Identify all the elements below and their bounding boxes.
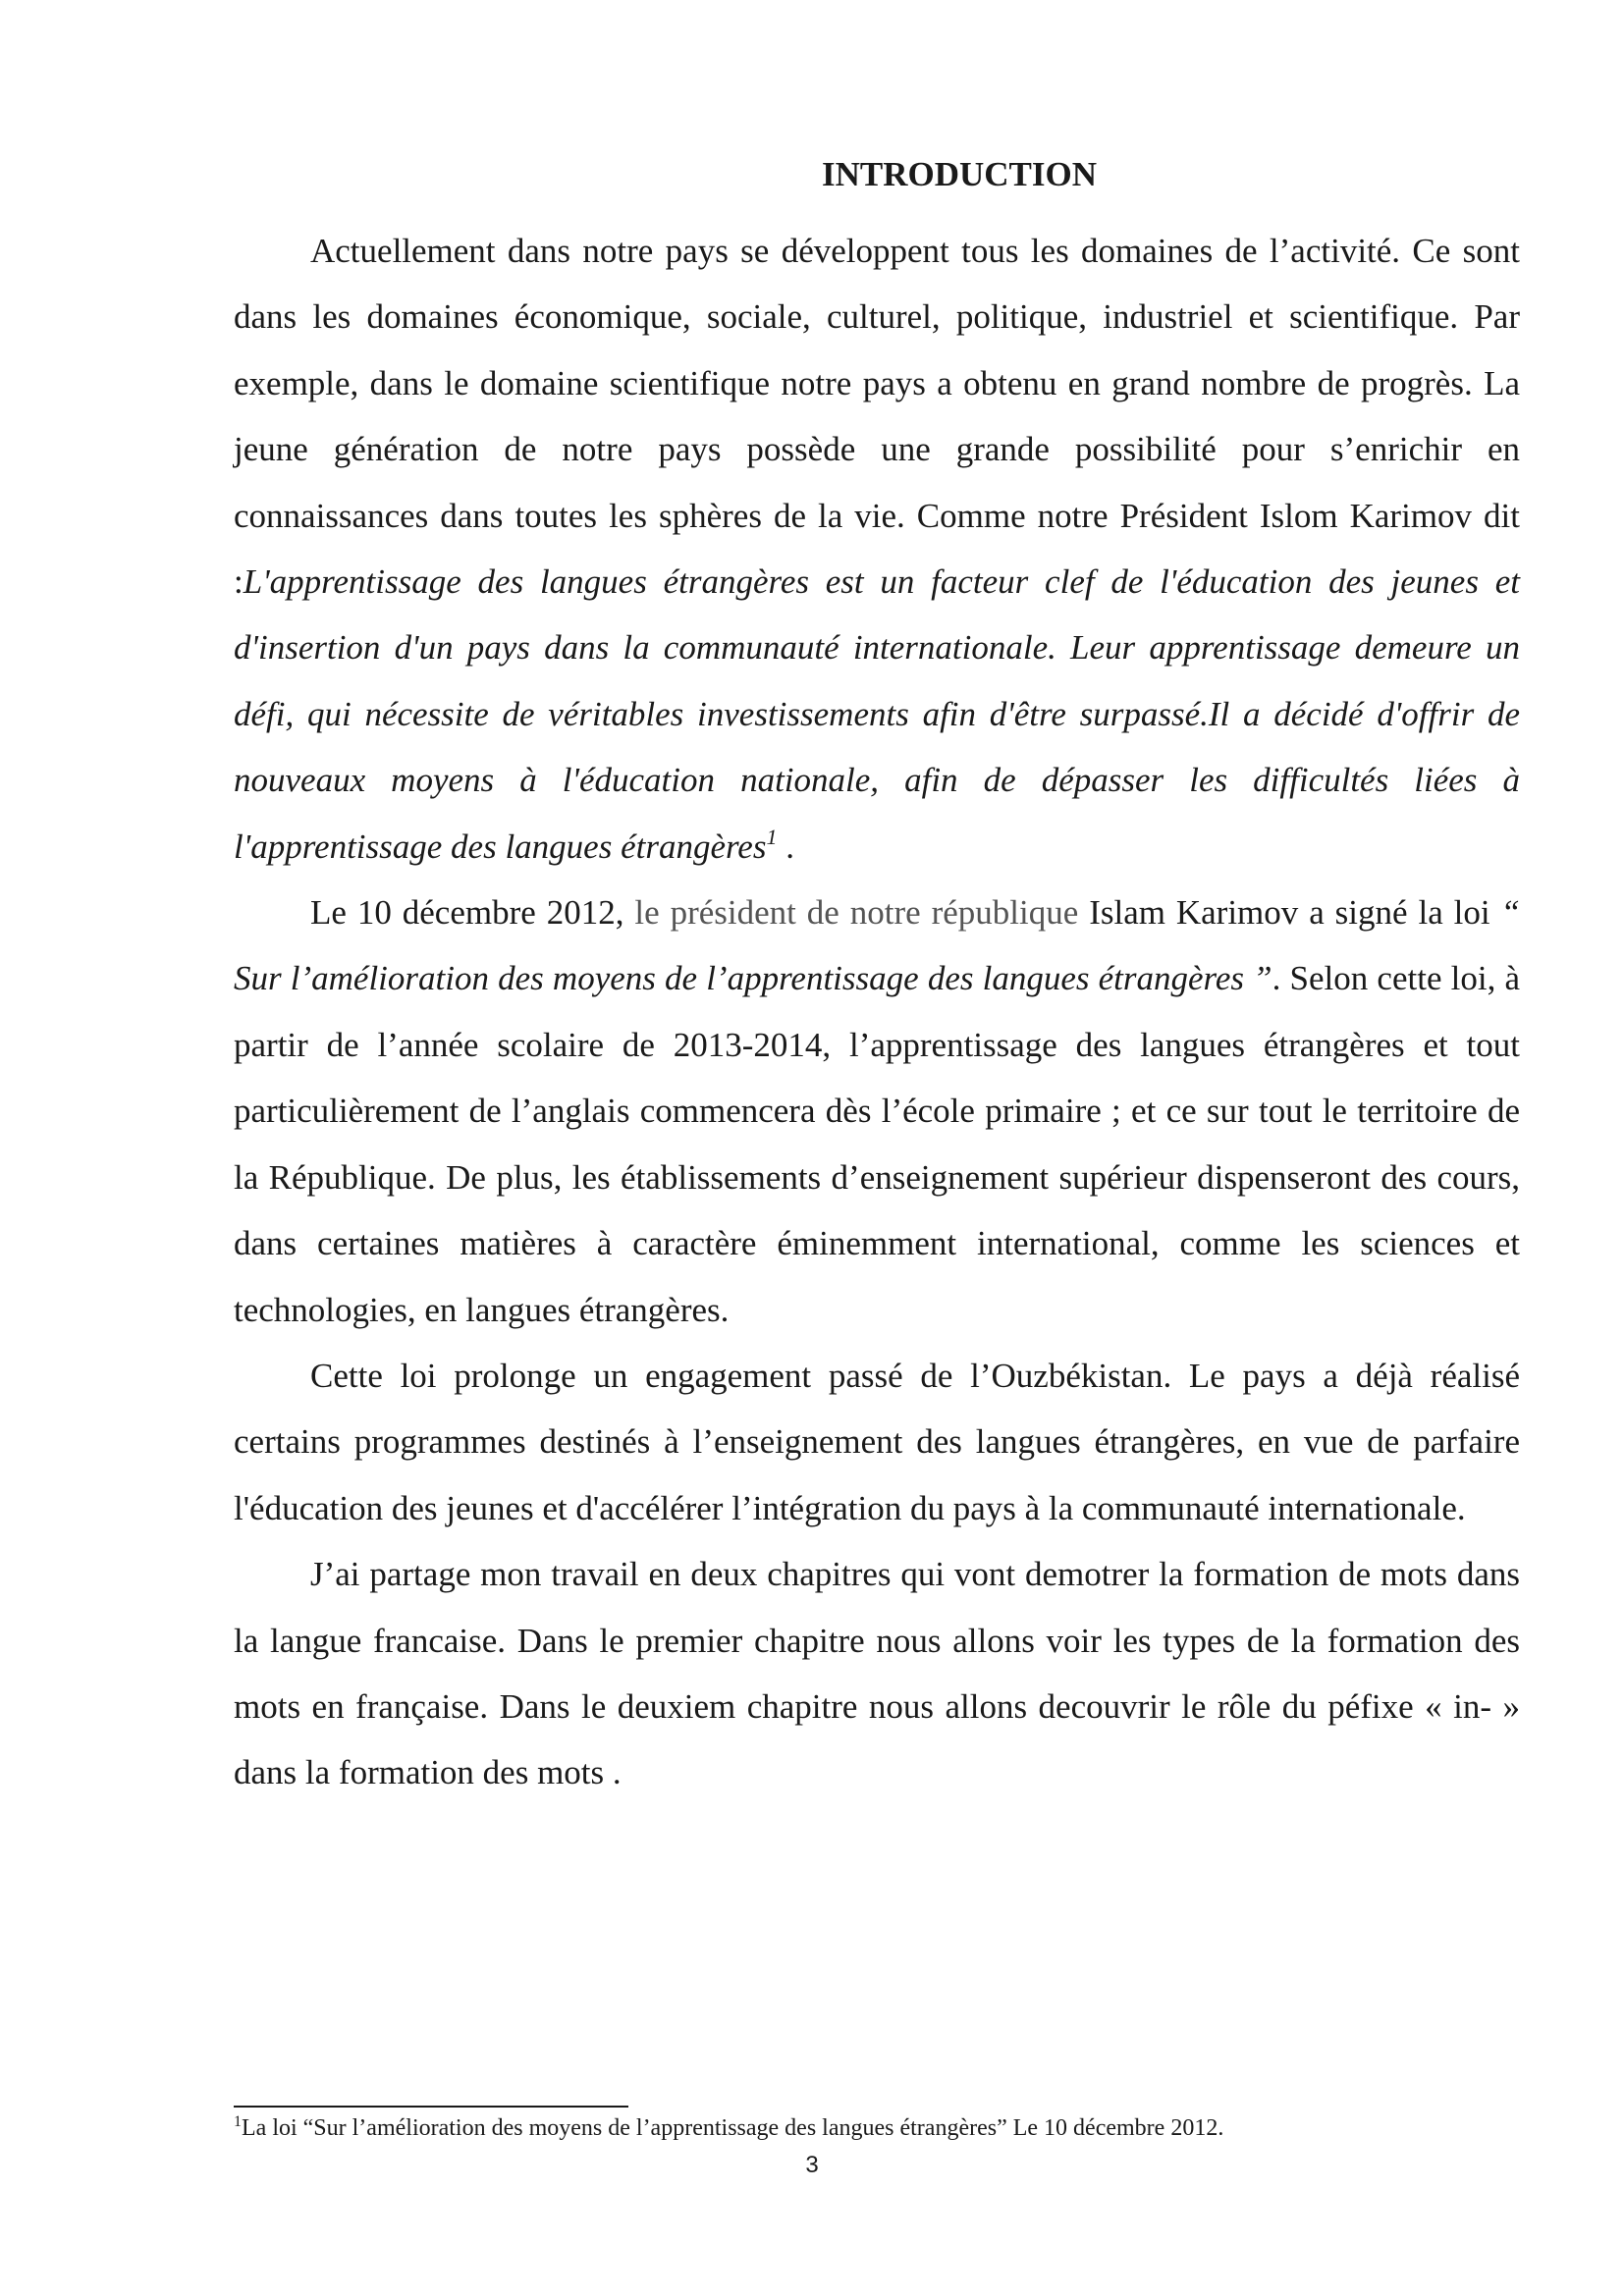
president-quote: L'apprentissage des langues étrangères est un facteur clef de l'éducation des jeunes et d'insertion d'un pays dans la communauté internationale. Leur apprentissage demeure un défi, qui nécessite de véritables investissements afin d'être surpassé.Il a décidé d'offrir de nouveaux moyens à l'éducation nationale, afin de dépasser les difficultés liées à l'apprentissage des langues étrangères	[234, 562, 1520, 866]
paragraph-1	[234, 218, 1520, 880]
footnote-text: La loi “Sur l’amélioration des moyens de l’apprentissage des langues étrangères” Le 10 décembre 2012.	[242, 2115, 1224, 2141]
paragraph-1-end: .	[777, 827, 794, 866]
footnote-marker: 1	[234, 2113, 242, 2130]
footnote	[234, 2112, 1520, 2144]
paragraph-4: J’ai partage mon travail en deux chapitres qui vont demotrer la formation de mots dans la langue francaise. Dans le premier chapitre nous allons voir les types de la formation des mots en française. Dans le deuxiem chapitre nous allons decouvrir le rôle du péfixe « in- » dans la formation des mots .	[234, 1555, 1520, 1792]
paragraph-1-text: Actuellement dans notre pays se développent tous les domaines de l’activité. Ce sont dans les domaines économique, sociale, culturel, politique, industriel et scientifique. Par exemple, dans le domaine scientifique notre pays a obtenu en grand nombre de progrès. La jeune génération de notre pays possède une grande possibilité pour s’enrichir en connaissances dans toutes les sphères de la vie. Comme notre Président Islom Karimov dit :	[234, 232, 1520, 602]
paragraph-2-signed: Islam Karimov a signé la loi	[1078, 893, 1501, 933]
page-number: 3	[805, 2152, 819, 2178]
footnote-reference: 1	[766, 824, 778, 849]
paragraph-2-rest: . Selon cette loi, à partir de l’année scolaire de 2013-2014, l’apprentissage des langues étrangères et tout particulièrement de l’anglais commencera dès l’école primaire ; et ce sur tout le territoire de la République. De plus, les établissements d’enseignement supérieur dispenseront des cours, dans certaines matières à caractère éminemment international, comme les sciences et technologies, en langues étrangères.	[234, 959, 1520, 1329]
body-text	[234, 218, 1520, 1806]
law-title: “ Sur l’amélioration des moyens de l’apprentissage des langues étrangères ”	[234, 893, 1520, 998]
paragraph-3: Cette loi prolonge un engagement passé de l’Ouzbékistan. Le pays a déjà réalisé certains programmes destinés à l’enseignement des langues étrangères, en vue de parfaire l'éducation des jeunes et d'accélérer l’intégration du pays à la communauté internationale.	[234, 1356, 1520, 1527]
paragraph-2-date: Le 10 décembre 2012,	[310, 893, 635, 933]
footnote-separator	[234, 2106, 628, 2108]
page-title: INTRODUCTION	[821, 155, 1098, 193]
paragraph-2	[234, 880, 1520, 1343]
paragraph-2-president: le président de notre république	[634, 893, 1079, 933]
